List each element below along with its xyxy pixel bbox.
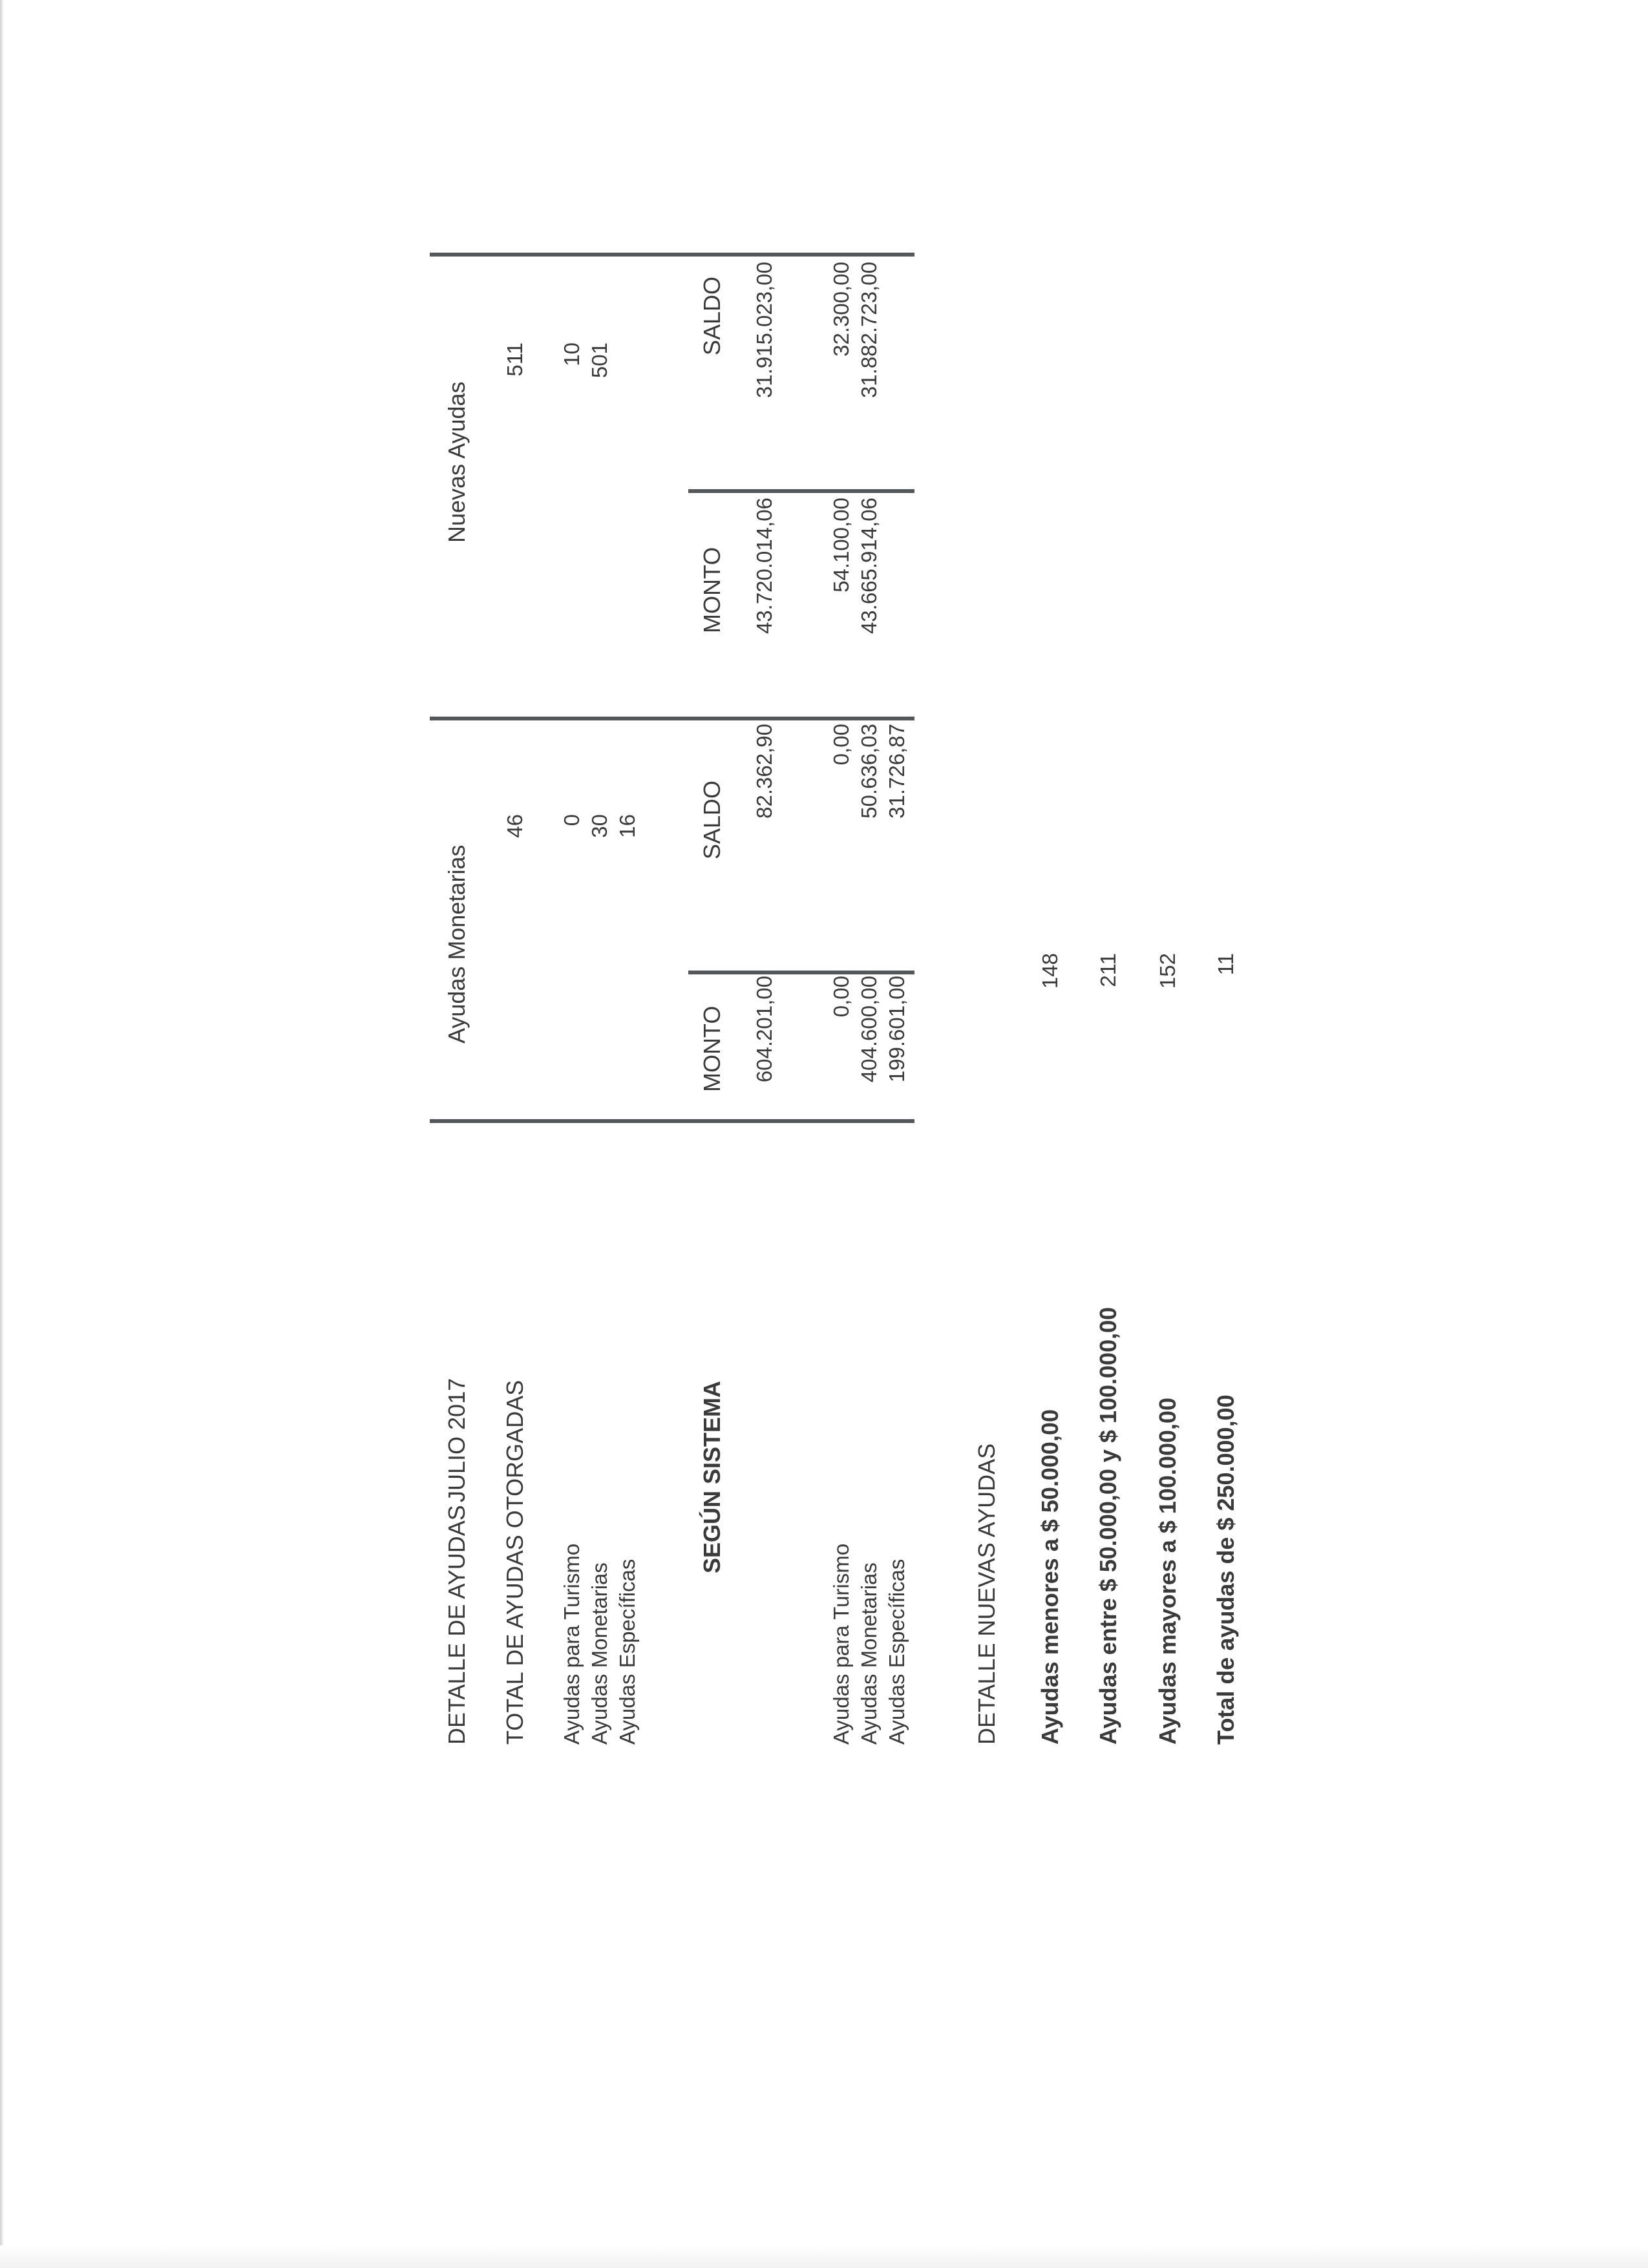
scan-bottom-edge [0, 2245, 1648, 2268]
ayudas-report [430, 0, 1399, 1796]
monetarias-monto-saldo-divider [688, 971, 914, 974]
nuevas-detalle-row-value: 152 [1156, 953, 1179, 989]
nuevas-detalle-row-label: Total de ayudas de $ 250.000,00 [1212, 1394, 1239, 1745]
col-header-monetarias: Ayudas Monetarias [443, 845, 470, 1044]
sistema-row-label: Ayudas para Turismo [829, 1543, 853, 1745]
sistema-row-label: Ayudas Monetarias [857, 1562, 881, 1745]
otorgadas-total-monetarias: 46 [503, 814, 527, 838]
nuevas-detalle-row-value: 11 [1214, 953, 1238, 976]
sistema-row-m-saldo: 31.726,87 [885, 724, 909, 819]
sistema-monetarias-total-saldo: 82.362,90 [752, 724, 776, 819]
otorgadas-row-nuevas: 501 [587, 342, 611, 379]
sistema-row-m-saldo: 50.636,03 [857, 724, 881, 819]
sistema-saldo-header-nuevas: SALDO [699, 276, 725, 355]
block-separator-left [430, 1119, 914, 1123]
sistema-row-n-saldo: 31.882.723,00 [857, 262, 881, 399]
sistema-nuevas-total-saldo: 31.915.023,00 [752, 262, 776, 399]
sistema-monto-header-nuevas: MONTO [699, 547, 725, 633]
sistema-row-m-monto: 199.601,00 [885, 976, 909, 1083]
nuevas-detalle-row-label: Ayudas entre $ 50.000,00 y $ 100.000,00 [1095, 1307, 1121, 1745]
otorgadas-row-monetarias: 30 [587, 814, 611, 838]
sistema-monetarias-total-monto: 604.201,00 [752, 976, 776, 1083]
sistema-row-n-monto: 54.100,00 [829, 498, 853, 593]
col-header-nuevas: Nuevas Ayudas [443, 381, 470, 543]
nuevas-detalle-row-value: 148 [1038, 953, 1062, 989]
sistema-row-m-monto: 0,00 [829, 976, 853, 1018]
otorgadas-row-nuevas: 10 [560, 342, 584, 366]
sistema-row-m-monto: 404.600,00 [857, 976, 881, 1083]
block-separator-right [430, 253, 914, 257]
sistema-monto-header-monetarias: MONTO [699, 1005, 725, 1092]
nuevas-detalle-row-label: Ayudas mayores a $ 100.000,00 [1154, 1397, 1181, 1745]
sistema-row-n-saldo: 32.300,00 [829, 262, 853, 357]
report-period: JULIO 2017 [443, 1378, 470, 1502]
nuevas-detalle-row-label: Ayudas menores a $ 50.000,00 [1037, 1409, 1063, 1745]
sistema-nuevas-total-monto: 43.720.014,06 [752, 498, 776, 635]
sistema-title: SEGÚN SISTEMA [699, 1380, 725, 1573]
otorgadas-row-label: Ayudas Específicas [615, 1559, 639, 1745]
otorgadas-row-label: Ayudas para Turismo [560, 1543, 584, 1745]
sistema-saldo-header-monetarias: SALDO [699, 780, 725, 859]
sistema-row-n-monto: 43.665.914,06 [857, 498, 881, 635]
scan-left-edge [0, 0, 4, 2268]
otorgadas-row-label: Ayudas Monetarias [587, 1562, 611, 1745]
otorgadas-row-monetarias: 16 [615, 814, 639, 838]
report-title: DETALLE DE AYUDAS [443, 1505, 470, 1745]
otorgadas-total-nuevas: 511 [503, 342, 527, 377]
sistema-row-m-saldo: 0,00 [829, 724, 853, 766]
otorgadas-row-monetarias: 0 [560, 814, 584, 826]
block-separator-middle [430, 717, 914, 720]
nuevas-detalle-title: DETALLE NUEVAS AYUDAS [973, 1443, 1000, 1745]
otorgadas-title: TOTAL DE AYUDAS OTORGADAS [502, 1380, 528, 1745]
nuevas-monto-saldo-divider [688, 489, 914, 493]
nuevas-detalle-row-value: 211 [1096, 953, 1120, 987]
sistema-row-label: Ayudas Específicas [885, 1559, 909, 1745]
